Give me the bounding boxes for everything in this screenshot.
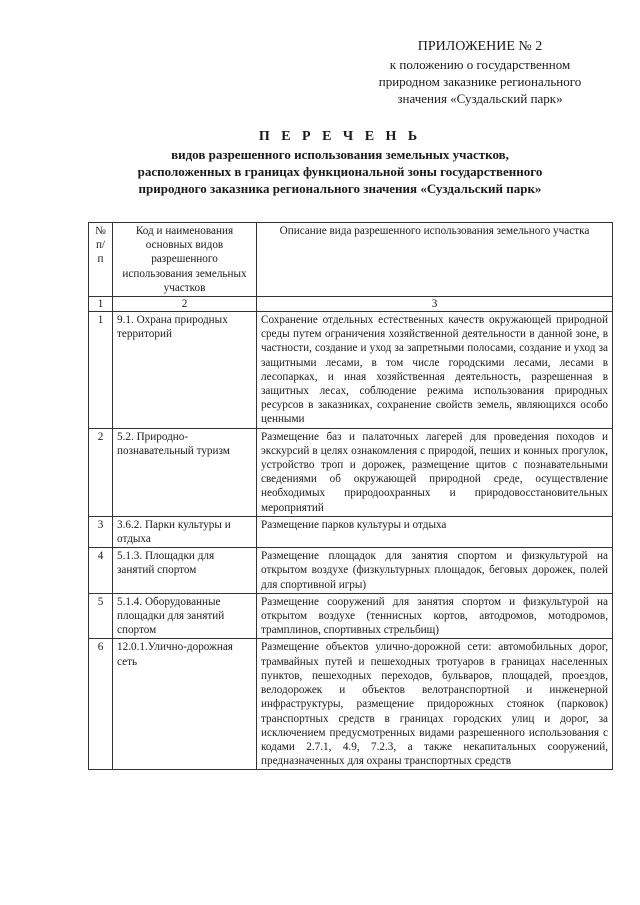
row-code: 12.0.1.Улично-дорожная сеть [113, 639, 257, 770]
row-code: 5.2. Природно-познавательный туризм [113, 428, 257, 516]
appendix-block [360, 38, 600, 107]
row-num: 5 [89, 593, 113, 639]
heading-title: П Е Р Е Ч Е Н Ь [258, 129, 422, 144]
row-desc: Размещение парков культуры и отдыха [257, 516, 613, 547]
appendix-line: природном заказнике регионального [378, 74, 582, 89]
table-index-row [89, 297, 613, 312]
row-desc: Сохранение отдельных естественных качеств окружающей природной среды путем ограничения хозяйственной деятельности в данной зоне, в частности, создание и уход за запретными полосами, создание и уход за защитными лесами, в том числе городскими лесами, лесами в лесопарках, и иная хозяйственная деятельность, разрешенная в защитных лесах, соблюдение режима использования природных ресурсов в заказниках, сохранение свойств земель, являющихся особо ценными [257, 312, 613, 429]
table-row [89, 548, 613, 594]
index-cell: 2 [113, 297, 257, 312]
table-row [89, 516, 613, 547]
land-use-table [88, 222, 613, 770]
table-row [89, 639, 613, 770]
row-code: 5.1.4. Оборудованные площадки для занятий спортом [113, 593, 257, 639]
row-code: 9.1. Охрана природных территорий [113, 312, 257, 429]
row-code: 3.6.2. Парки культуры и отдыха [113, 516, 257, 547]
heading-line: видов разрешенного использования земельных участков, [171, 147, 509, 162]
heading-line: природного заказника регионального значения «Суздальский парк» [138, 181, 542, 196]
table-row [89, 593, 613, 639]
table-header-row [89, 223, 613, 297]
index-cell: 1 [89, 297, 113, 312]
row-code: 5.1.3. Площадки для занятий спортом [113, 548, 257, 594]
table-row [89, 428, 613, 516]
row-num: 6 [89, 639, 113, 770]
row-num: 2 [89, 428, 113, 516]
document-heading [60, 128, 620, 197]
index-cell: 3 [257, 297, 613, 312]
header-desc: Описание вида разрешенного использования земельного участка [257, 223, 613, 297]
header-code: Код и наименования основных видов разрешенного использования земельных участков [113, 223, 257, 297]
row-desc: Размещение объектов улично-дорожной сети: автомобильных дорог, трамвайных путей и пешеходных тротуаров в границах населенных пунктов, пешеходных переходов, бульваров, площадей, проездов, велодорожек и объектов велотранспортной и инженерной инфраструктуры, размещение придорожных стоянок (парковок) транспортных средств в границах городских улиц и дорог, за исключением предусмотренных видами разрешенного использования с кодами 2.7.1, 4.9, 7.2.3, а также некапитальных сооружений, предназначенных для охраны транспортных средств [257, 639, 613, 770]
appendix-line: к положению о государственном [389, 57, 571, 72]
heading-line: расположенных в границах функциональной зоны государственного [137, 164, 543, 179]
row-desc: Размещение баз и палаточных лагерей для проведения походов и экскурсий в целях ознакомления с природой, пеших и конных прогулок, устройство троп и дорожек, размещение щитов с познавательными сведениями об окружающей природной среде, осуществление необходимых природоохранных и природовосстановительных мероприятий [257, 428, 613, 516]
row-desc: Размещение сооружений для занятия спортом и физкультурой на открытом воздухе (теннисных кортов, автодромов, мотодромов, трамплинов, спортивных стрельбищ) [257, 593, 613, 639]
row-num: 1 [89, 312, 113, 429]
table-row [89, 312, 613, 429]
appendix-title: ПРИЛОЖЕНИЕ № 2 [417, 39, 543, 54]
appendix-line: значения «Суздальский парк» [397, 91, 563, 106]
row-desc: Размещение площадок для занятия спортом и физкультурой на открытом воздухе (физкультурных площадок, беговых дорожек, полей для спортивной игры) [257, 548, 613, 594]
row-num: 4 [89, 548, 113, 594]
row-num: 3 [89, 516, 113, 547]
header-num: № п/п [89, 223, 113, 297]
